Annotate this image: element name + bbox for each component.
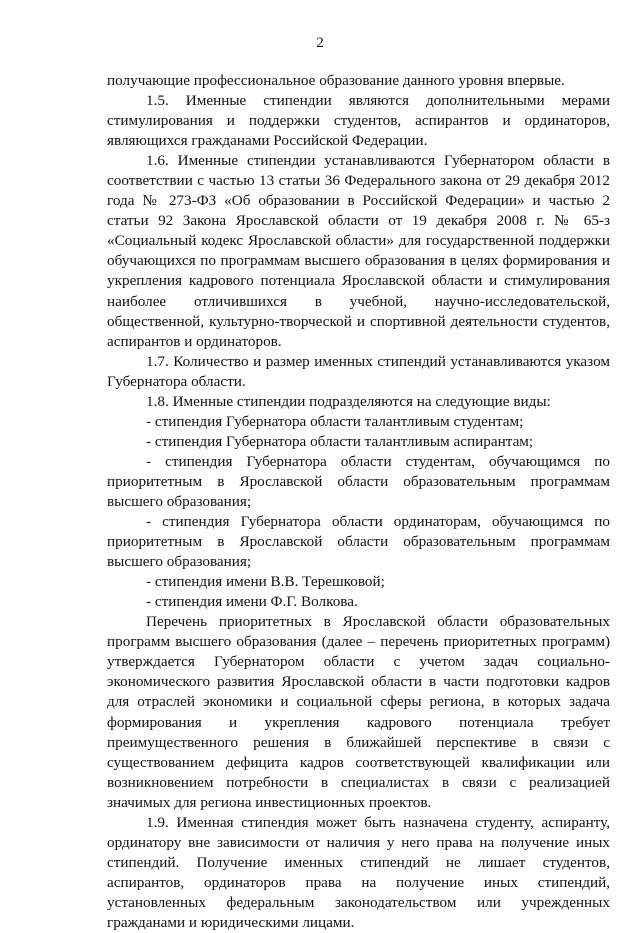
paragraph-1-7: 1.7. Количество и размер именных стипендий устанавливаются указом Губернатора области. <box>107 352 610 390</box>
paragraph-1-8: 1.8. Именные стипендии подразделяются на следующие виды: <box>146 392 551 410</box>
document-body <box>107 71 610 933</box>
list-item: - стипендия Губернатора области ординаторам, обучающимся по приоритетным в Ярославской области образовательным программам высшего образования; <box>107 513 610 571</box>
list-item: - стипендия имени Ф.Г. Волкова. <box>146 593 358 611</box>
paragraph-1-9: 1.9. Именная стипендия может быть назначена студенту, аспиранту, ординатору вне зависимости от наличия у него права на получение иных стипендий. Получение именных стипендий не лишает студентов, аспирантов, ординаторов права на получение иных стипендий, установленных федеральным законодательством или учрежденных гражданами и юридическими лицами. <box>107 813 610 931</box>
paragraph-1-5: 1.5. Именные стипендии являются дополнительными мерами стимулирования и поддержки студентов, аспирантов и ординаторов, являющихся гражданами Российской Федерации. <box>107 92 610 150</box>
paragraph-1-6: 1.6. Именные стипендии устанавливаются Губернатором области в соответствии с частью 13 статьи 36 Федерального закона от 29 декабря 2012 года № 273-ФЗ «Об образовании в Российской Федерации» и частью 2 статьи 92 Закона Ярославской области от 19 декабря 2008 г. № 65-з «Социальный кодекс Ярославской области» для государственной поддержки обучающихся по программам высшего образования в целях формирования и укрепления кадрового потенциала Ярославской области и стимулирования наиболее отличившихся в учебной, научно-исследовательской, общественной, культурно-творческой и спортивной деятельности студентов, аспирантов и ординаторов. <box>107 152 610 350</box>
list-item: - стипендия Губернатора области талантливым студентам; <box>146 412 524 430</box>
list-item: - стипендия Губернатора области студентам, обучающимся по приоритетным в Ярославской области образовательным программам высшего образования; <box>107 452 610 510</box>
list-item: - стипендия имени В.В. Терешковой; <box>146 573 385 591</box>
paragraph-continuation: получающие профессиональное образование данного уровня впервые. <box>107 72 565 89</box>
page-number: 2 <box>316 34 324 51</box>
paragraph-priority-programs: Перечень приоритетных в Ярославской области образовательных программ высшего образования (далее – перечень приоритетных программ) утверждается Губернатором области с учетом задач социально-экономического развития Ярославской области в части подготовки кадров для отраслей экономики и социальной сферы региона, в которых задача формирования и укрепления кадрового потенциала требует преимущественного решения в ближайшей перспективе в связи с существованием дефицита кадров соответствующей квалификации или возникновением потребности в специалистах в связи с реализацией значимых для региона инвестиционных проектов. <box>107 613 610 811</box>
list-item: - стипендия Губернатора области талантливым аспирантам; <box>146 432 534 450</box>
